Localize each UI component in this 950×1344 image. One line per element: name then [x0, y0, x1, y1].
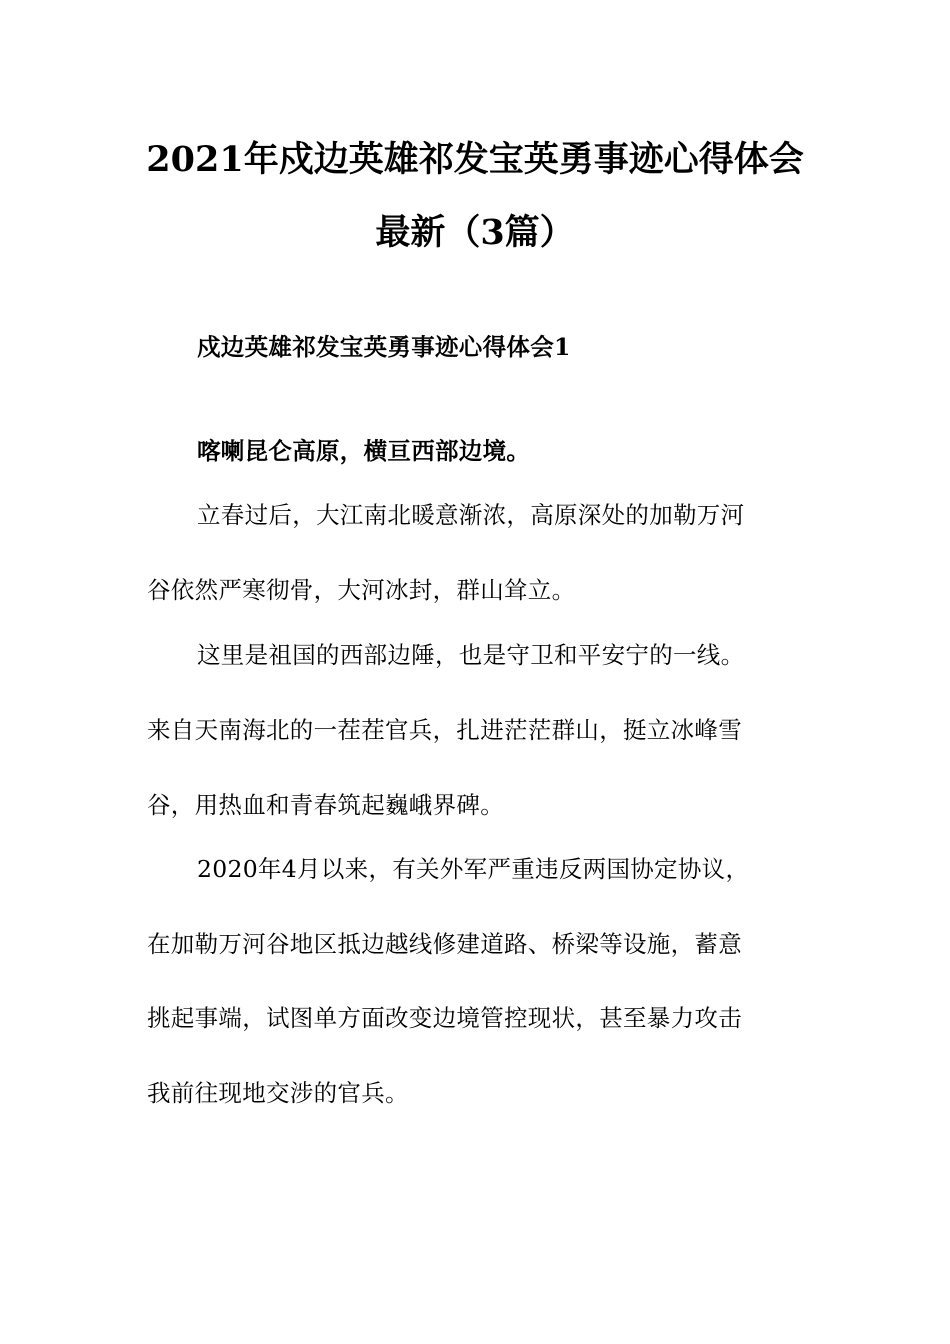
document-title-line-1: 2021年戍边英雄祁发宝英勇事迹心得体会	[146, 139, 804, 180]
section-heading: 戍边英雄祁发宝英勇事迹心得体会1	[197, 333, 571, 361]
document-title-line-2: 最新（3篇）	[375, 212, 575, 253]
paragraph-2-line-2: 来自天南海北的一茬茬官兵，扎进茫茫群山，挺立冰峰雪	[147, 716, 742, 744]
paragraph-3-line-3: 挑起事端，试图单方面改变边境管控现状，甚至暴力攻击	[147, 1004, 742, 1032]
paragraph-2-line-3: 谷，用热血和青春筑起巍峨界碑。	[147, 791, 504, 819]
paragraph-1-line-1: 立春过后，大江南北暖意渐浓，高原深处的加勒万河	[197, 501, 745, 529]
paragraph-3-line-1: 2020年4月以来，有关外军严重违反两国协定协议，	[197, 855, 750, 883]
paragraph-3-line-2: 在加勒万河谷地区抵边越线修建道路、桥梁等设施，蓄意	[147, 930, 742, 958]
paragraph-2-line-1: 这里是祖国的西部边陲，也是守卫和平安宁的一线。	[197, 641, 745, 669]
paragraph-1-line-2: 谷依然严寒彻骨，大河冰封，群山耸立。	[147, 576, 576, 604]
lead-sentence: 喀喇昆仑高原，横亘西部边境。	[197, 437, 531, 465]
paragraph-3-line-4: 我前往现地交涉的官兵。	[147, 1079, 409, 1107]
